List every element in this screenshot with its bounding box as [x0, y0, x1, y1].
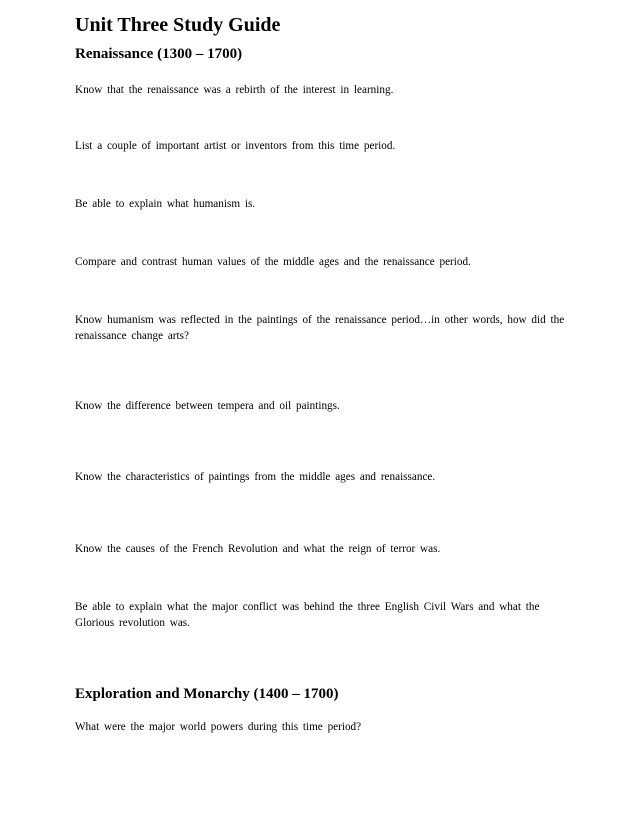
study-item: Compare and contrast human values of the middle ages and the renaissance period. — [75, 256, 471, 268]
study-item: Know the difference between tempera and oil paintings. — [75, 400, 340, 412]
study-item: List a couple of important artist or inventors from this time period. — [75, 140, 396, 152]
study-item: Know the characteristics of paintings from the middle ages and renaissance. — [75, 471, 436, 483]
study-item: Know the causes of the French Revolution and what the reign of terror was. — [75, 543, 441, 555]
study-item: Be able to explain what humanism is. — [75, 198, 256, 210]
study-item: Know that the renaissance was a rebirth of the interest in learning. — [75, 84, 394, 96]
study-item: What were the major world powers during this time period? — [75, 721, 362, 733]
section-heading-exploration: Exploration and Monarchy (1400 – 1700) — [75, 686, 339, 702]
document-title: Unit Three Study Guide — [75, 14, 281, 36]
study-item: Be able to explain what the major conflict was behind the three English Civil Wars and what the Glorious revolution was. — [75, 601, 540, 629]
study-item: Know humanism was reflected in the paintings of the renaissance period…in other words, how did the renaissance change arts? — [75, 314, 565, 342]
section-heading-renaissance: Renaissance (1300 – 1700) — [75, 46, 243, 62]
